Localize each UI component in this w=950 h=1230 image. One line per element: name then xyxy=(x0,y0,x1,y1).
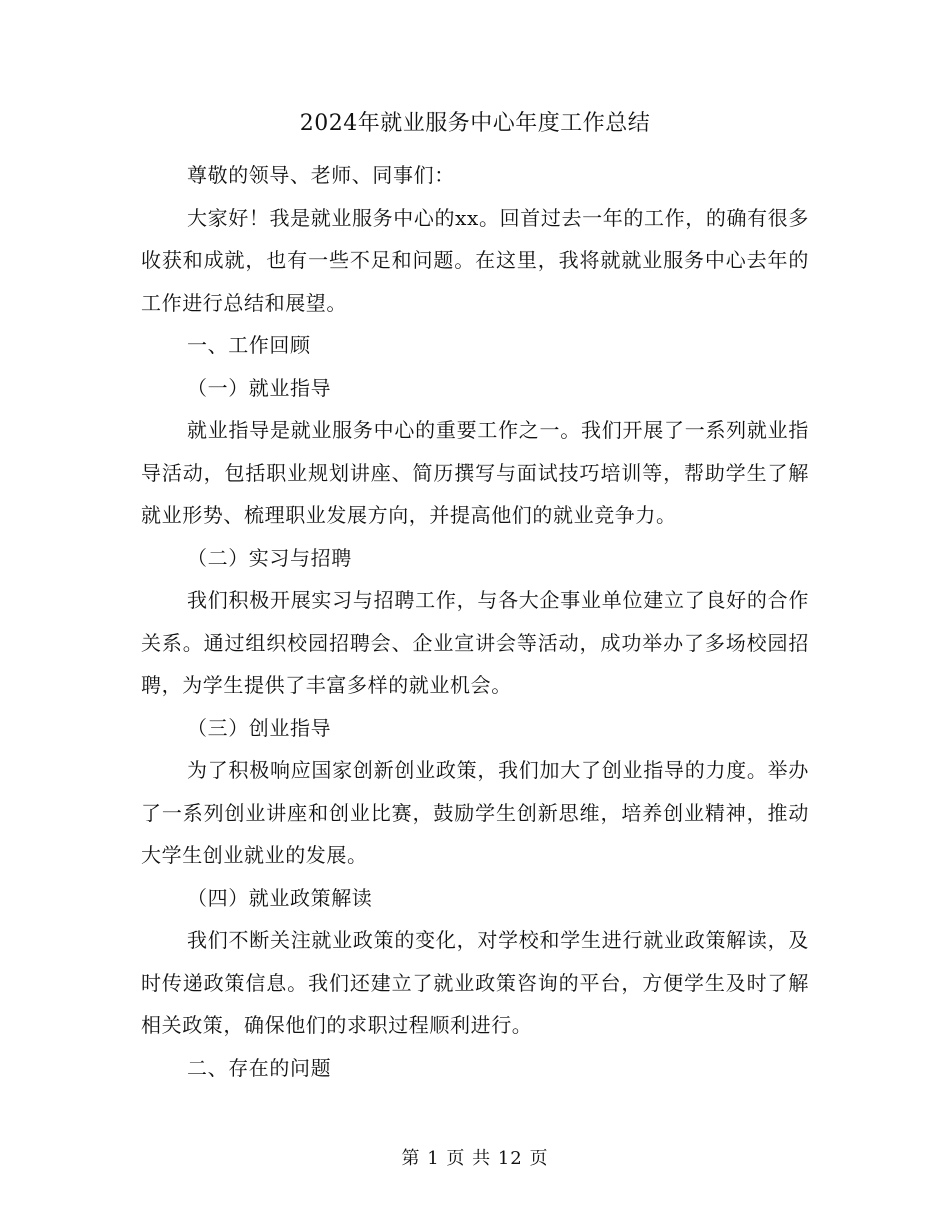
policy-paragraph: 我们不断关注就业政策的变化，对学校和学生进行就业政策解读，及时传递政策信息。我们还建立了就业政策咨询的平台，方便学生及时了解相关政策，确保他们的求职过程顺利进行。 xyxy=(141,928,809,1037)
subsection-heading-internship: （二）实习与招聘 xyxy=(187,545,352,570)
entrepreneurship-paragraph: 为了积极响应国家创新创业政策，我们加大了创业指导的力度。举办了一系列创业讲座和创业比赛，鼓励学生创新思维，培养创业精神，推动大学生创业就业的发展。 xyxy=(141,758,809,867)
internship-paragraph: 我们积极开展实习与招聘工作，与各大企事业单位建立了良好的合作关系。通过组织校园招聘会、企业宣讲会等活动，成功举办了多场校园招聘，为学生提供了丰富多样的就业机会。 xyxy=(141,588,809,697)
section-heading-problems: 二、存在的问题 xyxy=(187,1055,332,1080)
subsection-heading-policy: （四）就业政策解读 xyxy=(187,885,373,910)
greeting-paragraph: 尊敬的领导、老师、同事们： xyxy=(187,163,455,187)
document-body xyxy=(141,154,809,1089)
guidance-paragraph: 就业指导是就业服务中心的重要工作之一。我们开展了一系列就业指导活动，包括职业规划讲座、简历撰写与面试技巧培训等，帮助学生了解就业形势、梳理职业发展方向，并提高他们的就业竞争力。 xyxy=(141,418,809,527)
subsection-heading-entrepreneurship: （三）创业指导 xyxy=(187,715,332,740)
intro-paragraph: 大家好！我是就业服务中心的xx。回首过去一年的工作，的确有很多收获和成就，也有一些不足和问题。在这里，我将就就业服务中心去年的工作进行总结和展望。 xyxy=(141,205,809,315)
section-heading-review: 一、工作回顾 xyxy=(187,333,311,357)
subsection-heading-guidance: （一）就业指导 xyxy=(187,375,332,400)
page-number-footer: 第 1 页 共 12 页 xyxy=(401,1148,549,1169)
document-title: 2024年就业服务中心年度工作总结 xyxy=(299,111,651,136)
